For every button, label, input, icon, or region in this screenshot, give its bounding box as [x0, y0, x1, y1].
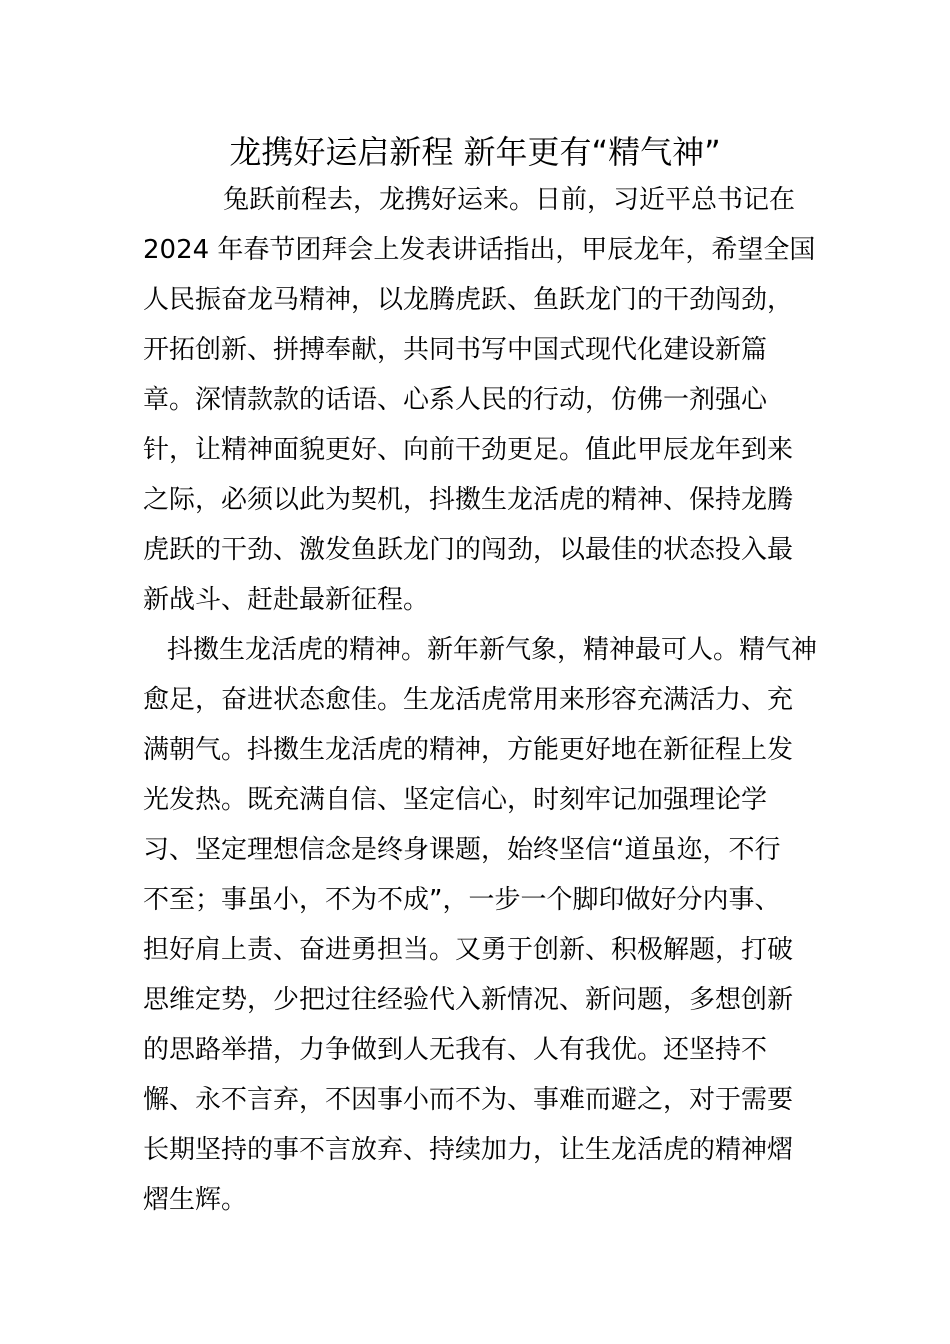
paragraph-1-line-1: 兔跃前程去，龙携好运来。日前，习近平总书记在 [223, 185, 796, 215]
paragraph-2-line-9: 的思路举措，力争做到人无我有、人有我优。还坚持不 [143, 1035, 768, 1065]
paragraph-2-line-11: 长期坚持的事不言放弃、持续加力，让生龙活虎的精神熠 [143, 1135, 794, 1165]
document-title: 龙携好运启新程 新年更有“精气神” [229, 133, 721, 171]
document-body [143, 175, 818, 1225]
paragraph-2-line-10: 懈、永不言弃，不因事小而不为、事难而避之，对于需要 [143, 1085, 794, 1115]
paragraph-1-line-4: 开拓创新、拼搏奉献，共同书写中国式现代化建设新篇 [143, 335, 768, 365]
paragraph-1-line-8: 虎跃的干劲、激发鱼跃龙门的闯劲，以最佳的状态投入最 [143, 535, 794, 565]
paragraph-1-line-3: 人民振奋龙马精神，以龙腾虎跃、鱼跃龙门的干劲闯劲， [143, 285, 794, 315]
paragraph-1-line-7: 之际，必须以此为契机，抖擞生龙活虎的精神、保持龙腾 [143, 485, 794, 515]
paragraph-2-line-8: 思维定势，少把过往经验代入新情况、新问题，多想创新 [143, 985, 794, 1015]
paragraph-1-line-5: 章。深情款款的话语、心系人民的行动，仿佛一剂强心 [143, 385, 768, 415]
paragraph-2-line-5: 习、坚定理想信念是终身课题，始终坚信“道虽迩，不行 [143, 835, 781, 865]
paragraph-2-line-12: 熠生辉。 [143, 1185, 248, 1215]
paragraph-2-line-1: 抖擞生龙活虎的精神。新年新气象，精神最可人。精气神 [167, 635, 818, 665]
paragraph-2-line-3: 满朝气。抖擞生龙活虎的精神，方能更好地在新征程上发 [143, 735, 794, 765]
paragraph-2-line-4: 光发热。既充满自信、坚定信心，时刻牢记加强理论学 [143, 785, 768, 815]
paragraph-1-line-9: 新战斗、赶赴最新征程。 [143, 585, 430, 615]
paragraph-1-line-6: 针，让精神面貌更好、向前干劲更足。值此甲辰龙年到来 [143, 435, 794, 465]
paragraph-2-line-2: 愈足，奋进状态愈佳。生龙活虎常用来形容充满活力、充 [143, 685, 794, 715]
paragraph-2-line-7: 担好肩上责、奋进勇担当。又勇于创新、积极解题，打破 [143, 935, 794, 965]
paragraph-2-line-6: 不至；事虽小，不为不成”，一步一个脚印做好分内事、 [143, 885, 781, 915]
paragraph-1-line-2: 2024 年春节团拜会上发表讲话指出，甲辰龙年，希望全国 [143, 235, 816, 265]
